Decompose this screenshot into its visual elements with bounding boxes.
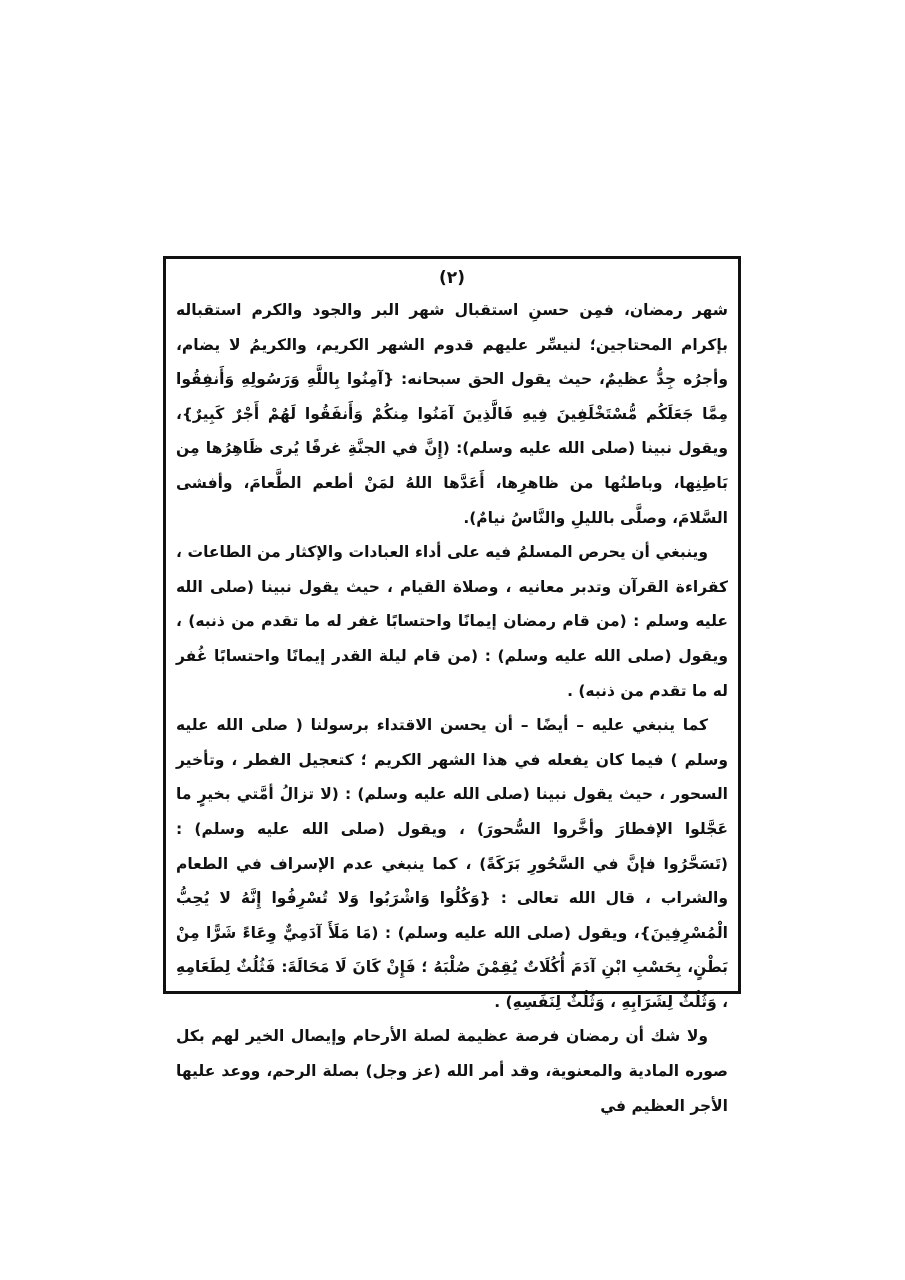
page-number: (٢) xyxy=(439,268,465,288)
paragraph-1: شهر رمضان، فمِن حسنِ استقبال شهر البر والجود والكرم استقباله بإكرام المحتاجين؛ لنيسِّر عليهم قدوم الشهر الكريم، والكريمُ لا يضام، وأجرُه جِدُّ عظيمٌ، حيث يقول الحق سبحانه: {آمِنُوا بِاللَّهِ وَرَسُولِهِ وَأَنفِقُوا مِمَّا جَعَلَكُم مُّسْتَخْلَفِينَ فِيهِ فَالَّذِينَ آمَنُوا مِنكُمْ وَأَنفَقُوا لَهُمْ أَجْرٌ كَبِيرٌ}، ويقول نبينا (صلى الله عليه وسلم): (إِنَّ في الجنَّةِ غرفًا يُرى ظَاهِرُها مِن بَاطِنِها، وباطنُها من ظاهرِها، أَعَدَّها اللهُ لمَنْ أطعم الطَّعامَ، وأفشى السَّلامَ، وصلَّى بالليلِ والنَّاسُ نيامٌ). xyxy=(176,301,728,527)
body-text xyxy=(176,293,728,1123)
paragraph-2: وينبغي أن يحرص المسلمُ فيه على أداء العبادات والإكثار من الطاعات ، كقراءة القرآن وتدبر معانيه ، وصلاة القيام ، حيث يقول نبينا (صلى الله عليه وسلم : (من قام رمضان إيمانًا واحتسابًا غفر له ما تقدم من ذنبه) ، ويقول (صلى الله عليه وسلم) : (من قام ليلة القدر إيمانًا واحتسابًا غُفر له ما تقدم من ذنبه) . xyxy=(176,543,728,700)
page-frame xyxy=(163,256,741,1115)
paragraph-3: كما ينبغي عليه – أيضًا – أن يحسن الاقتداء برسولنا ( صلى الله عليه وسلم ) فيما كان يفعله في هذا الشهر الكريم ؛ كتعجيل الفطر ، وتأخير السحور ، حيث يقول نبينا (صلى الله عليه وسلم) : (لا تزالُ أمَّتي بخيرٍ ما عَجَّلوا الإفطارَ وأخَّروا السُّحورَ) ، ويقول (صلى الله عليه وسلم) : (تَسَحَّرُوا فإنَّ في السَّحُورِ بَرَكَةً) ، كما ينبغي عدم الإسراف في الطعام والشراب ، قال الله تعالى : {وَكُلُوا وَاشْرَبُوا وَلا تُسْرِفُوا إِنَّهُ لا يُحِبُّ الْمُسْرِفِينَ}، ويقول (صلى الله عليه وسلم) : (مَا مَلَأَ آدَمِيٌّ وِعَاءً شَرًّا مِنْ بَطْنٍ، بِحَسْبِ ابْنِ آدَمَ أُكُلَاتٌ يُقِمْنَ صُلْبَهُ ؛ فَإِنْ كَانَ لَا مَحَالَةَ: فَثُلُثٌ لِطَعَامِهِ ، وَثُلُثٌ لِشَرَابِهِ ، وَثُلُثٌ لِنَفَسِهِ) . xyxy=(176,716,728,1011)
paragraph-4: ولا شك أن رمضان فرصة عظيمة لصلة الأرحام وإيصال الخير لهم بكل صوره المادية والمعنوية، وقد أمر الله (عز وجل) بصلة الرحم، ووعد عليها الأجر العظيم في xyxy=(176,1027,728,1115)
